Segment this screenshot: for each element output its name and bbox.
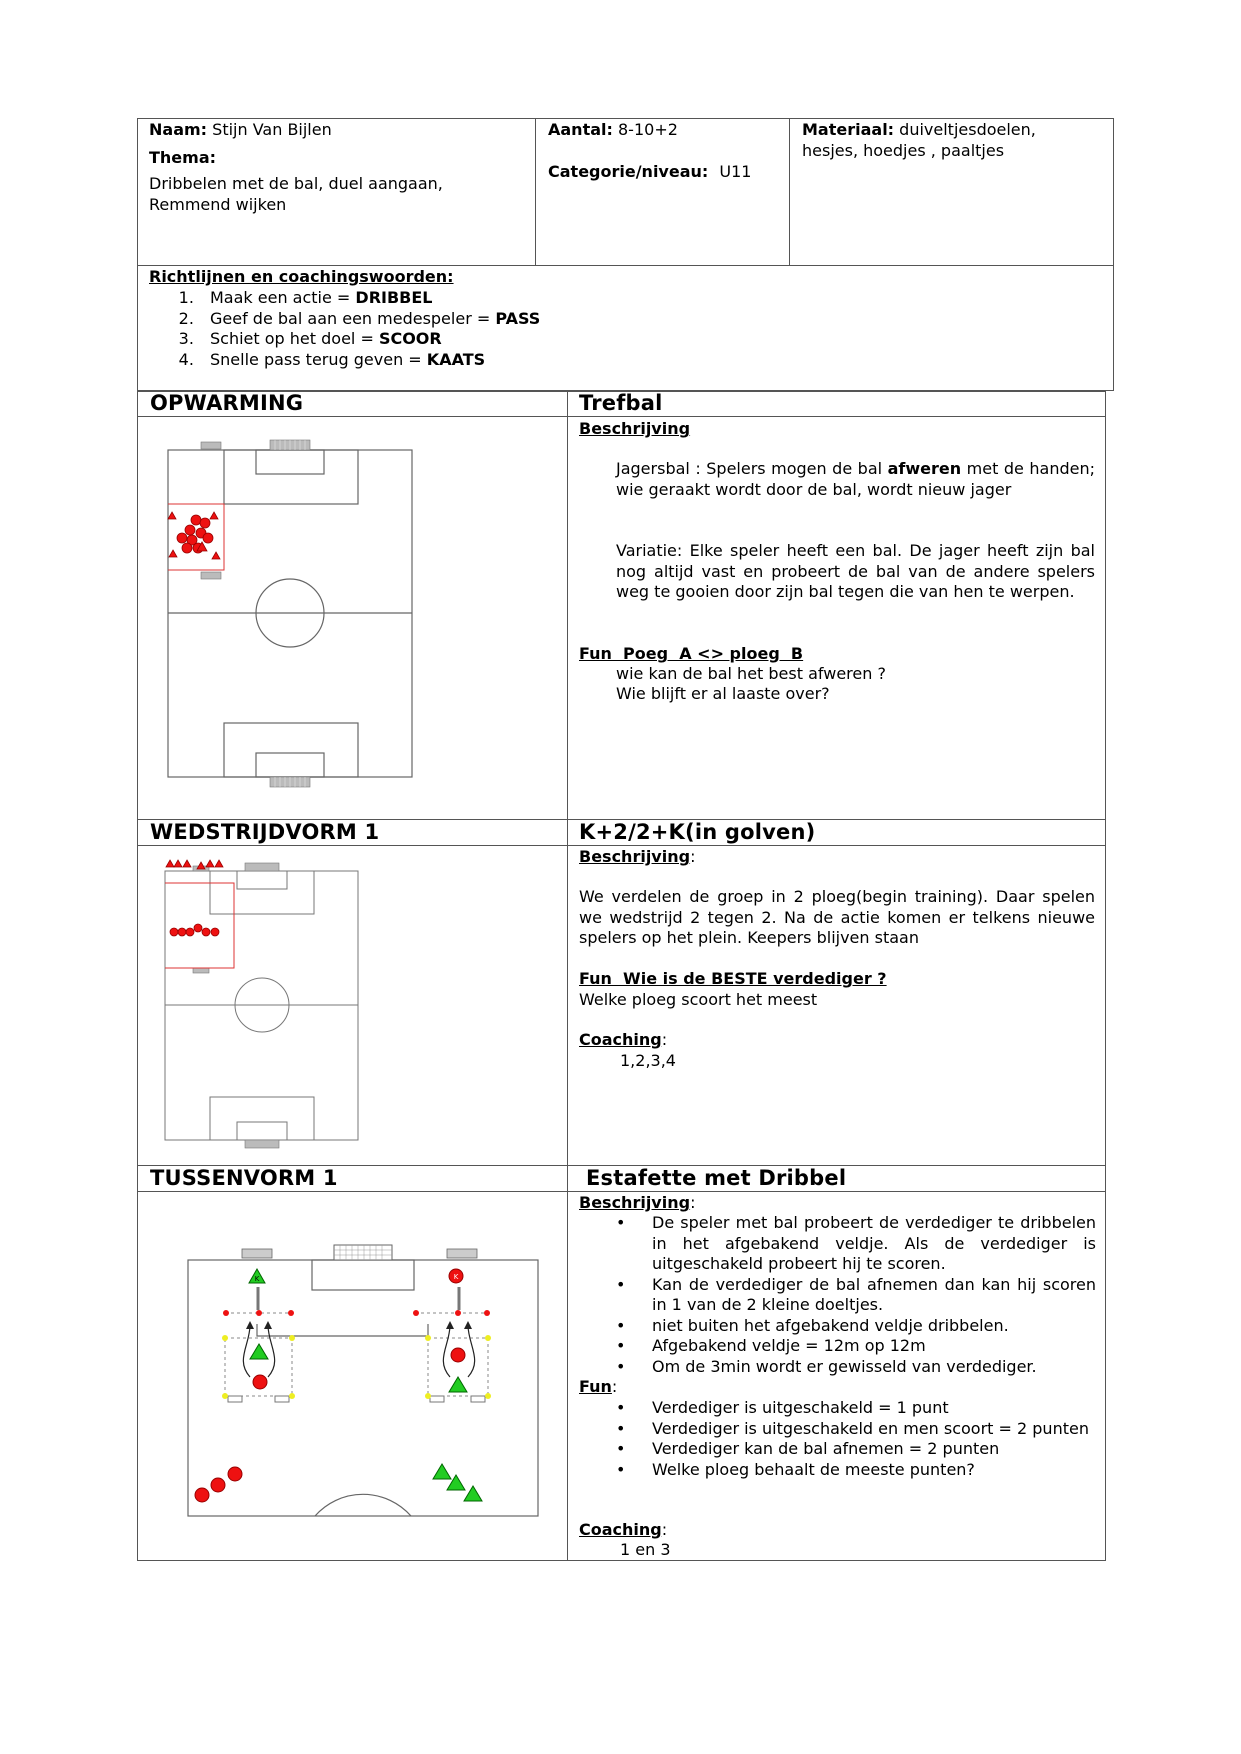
keeper-label: K [453, 1273, 459, 1281]
trefbal-variation: Variatie: Elke speler heeft een bal. De jager heeft zijn bal nog altijd vast en probeert de bal van de andere spelers weg te gooien door zijn bal tegen die van hen te werpen. [616, 541, 1095, 601]
list-item: • Verdediger is uitgeschakeld en men scoort = 2 punten [652, 1419, 1096, 1440]
keeper-label: K [254, 1275, 260, 1283]
thema-value: Dribbelen met de bal, duel aangaan, Remmend wijken [149, 174, 443, 214]
list-item: • Kan de verdediger de bal afnemen dan kan hij scoren in 1 van de 2 kleine doeltjes. [652, 1275, 1096, 1316]
section-title-wedstrijdvorm: WEDSTRIJDVORM 1 [150, 820, 380, 844]
section-title-estafette: Estafette met Dribbel [586, 1166, 847, 1190]
list-item: • Om de 3min wordt er gewisseld van verdediger. [652, 1357, 1096, 1378]
list-item: • Welke ploeg behaalt de meeste punten? [652, 1460, 1096, 1481]
list-item: • niet buiten het afgebakend veldje dribbelen. [652, 1316, 1096, 1337]
aantal-value: 8-10+2 [618, 120, 678, 139]
beschrijving-heading: Beschrijving [579, 419, 691, 438]
list-item: • Verdediger kan de bal afnemen = 2 punten [652, 1439, 1096, 1460]
materiaal-value: duiveltjesdoelen, [899, 120, 1036, 139]
fun-line: Welke ploeg scoort het meest [579, 990, 818, 1009]
coaching-heading: Coaching: [579, 1030, 668, 1049]
section-title-trefbal: Trefbal [579, 391, 663, 415]
fun-line: wie kan de bal het best afweren ? [616, 664, 886, 683]
guideline-item: 4. Snelle pass terug geven = KAATS [199, 350, 540, 371]
categorie-field [548, 162, 751, 183]
naam-field [149, 120, 332, 141]
field-diagram-opwarming [160, 430, 420, 790]
estafette-description-list [580, 1213, 1096, 1377]
guidelines-title: Richtlijnen en coachingswoorden: [149, 267, 454, 286]
section-title-k22k: K+2/2+K(in golven) [579, 820, 816, 844]
section-title-tussenvorm: TUSSENVORM 1 [150, 1166, 338, 1190]
beschrijving-heading: Beschrijving: [579, 1193, 696, 1212]
naam-label: Naam: [149, 120, 208, 139]
field-diagram-tussenvorm [180, 1235, 550, 1525]
aantal-field [548, 120, 678, 141]
trefbal-description: Jagersbal : Spelers mogen de bal afweren met de handen; wie geraakt wordt door de bal, wordt nieuw jager [616, 459, 1096, 499]
fun-points-list [580, 1398, 1096, 1480]
categorie-value: U11 [719, 162, 752, 181]
aantal-label: Aantal: [548, 120, 613, 139]
fun-heading: Fun Wie is de BESTE verdediger ? [579, 969, 887, 988]
fun-line: Wie blijft er al laaste over? [616, 684, 830, 703]
categorie-label: Categorie/niveau: [548, 162, 709, 181]
beschrijving-heading: Beschrijving: [579, 847, 696, 866]
coaching-value: 1,2,3,4 [620, 1051, 676, 1070]
materiaal-label: Materiaal: [802, 120, 895, 139]
fun-heading: Fun Poeg A <> ploeg B [579, 644, 804, 663]
k22k-description: We verdelen de groep in 2 ploeg(begin training). Daar spelen we wedstrijd 2 tegen 2. Na de actie komen er telkens nieuwe spelers op het plein. Keepers blijven staan [579, 887, 1095, 947]
coaching-heading: Coaching: [579, 1520, 668, 1539]
list-item: • Afgebakend veldje = 12m op 12m [652, 1336, 1096, 1357]
guideline-item: 2. Geef de bal aan een medespeler = PASS [199, 309, 540, 330]
coaching-value: 1 en 3 [620, 1540, 671, 1559]
field-diagram-wedstrijdvorm [160, 856, 370, 1156]
guideline-item: 3. Schiet op het doel = SCOOR [199, 329, 540, 350]
naam-value: Stijn Van Bijlen [212, 120, 332, 139]
guideline-item: 1. Maak een actie = DRIBBEL [199, 288, 540, 309]
section-title-opwarming: OPWARMING [150, 391, 304, 415]
guidelines-list [120, 288, 540, 370]
list-item: • Verdediger is uitgeschakeld = 1 punt [652, 1398, 1096, 1419]
list-item: • De speler met bal probeert de verdediger te dribbelen in het afgebakend veldje. Als de verdediger is uitgeschakeld probeert hij te scoren. [652, 1213, 1096, 1275]
thema-label: Thema: [149, 148, 217, 167]
materiaal-field: Materiaal: duiveltjesdoelen, hesjes, hoedjes , paaltjes [802, 120, 1036, 160]
fun-heading: Fun: [579, 1377, 618, 1396]
